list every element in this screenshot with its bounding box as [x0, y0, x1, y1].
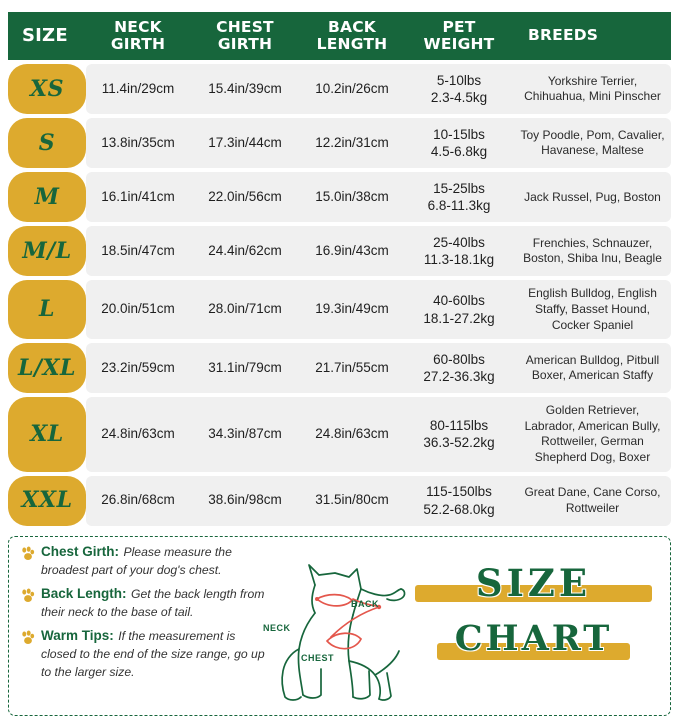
tip-text: [41, 627, 274, 681]
table-row: [8, 280, 671, 339]
cell-pet-weight: [404, 226, 514, 276]
measuring-guide-panel: [8, 536, 671, 716]
tip-text: [41, 585, 274, 621]
column-header-pet-weight-line2: WEIGHT: [423, 34, 495, 53]
cell-chest-girth: 34.3in/87cm: [190, 397, 300, 471]
cell-pet-weight: [404, 343, 514, 393]
cell-neck-girth: 20.0in/51cm: [86, 280, 190, 339]
column-header-back-length-line2: LENGTH: [316, 34, 388, 53]
cell-pet-weight: [404, 280, 514, 339]
cell-size: XL: [8, 397, 86, 471]
table-row: [8, 343, 671, 393]
cell-back-length: 21.7in/55cm: [300, 343, 404, 393]
cell-pet-weight-kg: 36.3-52.2kg: [423, 435, 495, 451]
cell-pet-weight-lbs: 15-25lbs: [433, 180, 485, 196]
tip-chest-girth: [19, 543, 274, 579]
cell-back-length: 15.0in/38cm: [300, 172, 404, 222]
cell-size: XS: [8, 64, 86, 114]
cell-pet-weight-lbs: 80-115lbs: [429, 417, 489, 433]
cell-pet-weight-kg: 4.5-6.8kg: [430, 144, 488, 160]
cell-pet-weight-kg: 52.2-68.0kg: [423, 501, 495, 517]
tip-warm-tips: [19, 627, 274, 681]
cell-pet-weight: [404, 397, 514, 471]
cell-pet-weight-kg: 11.3-18.1kg: [423, 252, 495, 268]
diagram-label-chest: CHEST: [301, 652, 335, 663]
column-header-back-length: [300, 12, 404, 60]
cell-neck-girth: 13.8in/35cm: [86, 118, 190, 168]
cell-back-length: 16.9in/43cm: [300, 226, 404, 276]
cell-neck-girth: 11.4in/29cm: [86, 64, 190, 114]
cell-chest-girth: 22.0in/56cm: [190, 172, 300, 222]
cell-neck-girth: 23.2in/59cm: [86, 343, 190, 393]
table-row: [8, 226, 671, 276]
cell-back-length: 31.5in/80cm: [300, 476, 404, 526]
diagram-label-neck: NECK: [263, 622, 291, 633]
cell-pet-weight-lbs: 10-15lbs: [433, 126, 485, 142]
cell-back-length: 12.2in/31cm: [300, 118, 404, 168]
cell-chest-girth: 31.1in/79cm: [190, 343, 300, 393]
paw-icon: [19, 587, 36, 604]
headline-line-2: [411, 611, 656, 667]
cell-breeds: Golden Retriever, Labrador, American Bully, Rottweiler, German Shepherd Dog, Boxer: [514, 397, 671, 471]
tip-title: Chest Girth:: [41, 543, 120, 559]
column-header-neck-girth-line1: NECK: [114, 18, 162, 36]
size-table: [8, 8, 671, 530]
table-row: [8, 64, 671, 114]
cell-size: L: [8, 280, 86, 339]
cell-neck-girth: 18.5in/47cm: [86, 226, 190, 276]
column-header-back-length-line1: BACK: [328, 18, 376, 36]
column-header-pet-weight-line1: PET: [442, 18, 476, 36]
table-body: [8, 64, 671, 525]
tip-title: Back Length:: [41, 585, 127, 601]
diagram-label-back: BACK: [351, 598, 379, 609]
cell-size: M/L: [8, 226, 86, 276]
cell-neck-girth: 16.1in/41cm: [86, 172, 190, 222]
column-header-chest-girth: [190, 12, 300, 60]
cell-pet-weight: [404, 118, 514, 168]
cell-pet-weight: [404, 172, 514, 222]
cell-size: XXL: [8, 476, 86, 526]
cell-chest-girth: 24.4in/62cm: [190, 226, 300, 276]
table-head: [8, 12, 671, 60]
cell-back-length: 10.2in/26cm: [300, 64, 404, 114]
cell-pet-weight: [404, 476, 514, 526]
cell-breeds: Toy Poodle, Pom, Cavalier, Havanese, Maltese: [514, 118, 671, 168]
table-header-row: [8, 12, 671, 60]
table-row: [8, 476, 671, 526]
paw-icon: [19, 545, 36, 562]
paw-icon: [19, 629, 36, 646]
tip-body: If the measurement is closed to the end of the size range, go up to the larger size.: [41, 628, 265, 679]
cell-breeds: Great Dane, Cane Corso, Rottweiler: [514, 476, 671, 526]
cell-chest-girth: 28.0in/71cm: [190, 280, 300, 339]
tip-body: Please measure the broadest part of your dog's chest.: [41, 544, 232, 577]
column-header-neck-girth: [86, 12, 190, 60]
cell-pet-weight-lbs: 5-10lbs: [436, 72, 482, 88]
cell-pet-weight-lbs: 115-150lbs: [426, 484, 492, 500]
cell-pet-weight-kg: 18.1-27.2kg: [423, 310, 495, 326]
column-header-neck-girth-line2: GIRTH: [110, 34, 166, 53]
column-header-breeds: BREEDS: [514, 12, 671, 60]
cell-neck-girth: 26.8in/68cm: [86, 476, 190, 526]
tip-title: Warm Tips:: [41, 627, 114, 643]
cell-back-length: 19.3in/49cm: [300, 280, 404, 339]
cell-breeds: Frenchies, Schnauzer, Boston, Shiba Inu, Beagle: [514, 226, 671, 276]
cell-size: M: [8, 172, 86, 222]
tip-body: Get the back length from their neck to the base of tail.: [41, 586, 265, 619]
headline-text-size: SIZE: [475, 560, 592, 605]
dog-measurement-diagram: [257, 549, 422, 709]
headline-text-chart: CHART: [454, 617, 613, 659]
cell-pet-weight: [404, 64, 514, 114]
headline-line-1: [411, 555, 656, 611]
cell-pet-weight-lbs: 25-40lbs: [433, 234, 485, 250]
cell-pet-weight-kg: 2.3-4.5kg: [430, 90, 488, 106]
cell-chest-girth: 15.4in/39cm: [190, 64, 300, 114]
cell-breeds: American Bulldog, Pitbull Boxer, American Staffy: [514, 343, 671, 393]
cell-pet-weight-lbs: 60-80lbs: [433, 351, 485, 367]
size-chart-headline: [411, 555, 656, 667]
cell-back-length: 24.8in/63cm: [300, 397, 404, 471]
column-header-chest-girth-line2: GIRTH: [217, 34, 273, 53]
cell-breeds: Yorkshire Terrier, Chihuahua, Mini Pinscher: [514, 64, 671, 114]
table-row: [8, 118, 671, 168]
cell-breeds: English Bulldog, English Staffy, Basset Hound, Cocker Spaniel: [514, 280, 671, 339]
cell-pet-weight-lbs: 40-60lbs: [433, 293, 485, 309]
column-header-chest-girth-line1: CHEST: [216, 18, 274, 36]
tips-list: [19, 543, 274, 687]
cell-size: L/XL: [8, 343, 86, 393]
column-header-size: SIZE: [8, 12, 86, 60]
cell-breeds: Jack Russel, Pug, Boston: [514, 172, 671, 222]
cell-neck-girth: 24.8in/63cm: [86, 397, 190, 471]
cell-size: S: [8, 118, 86, 168]
tip-back-length: [19, 585, 274, 621]
cell-chest-girth: 38.6in/98cm: [190, 476, 300, 526]
column-header-pet-weight: [404, 12, 514, 60]
table-row: [8, 172, 671, 222]
cell-pet-weight-kg: 27.2-36.3kg: [423, 369, 495, 385]
cell-pet-weight-kg: 6.8-11.3kg: [427, 198, 491, 214]
cell-chest-girth: 17.3in/44cm: [190, 118, 300, 168]
tip-text: [41, 543, 274, 579]
table-row: [8, 397, 671, 471]
